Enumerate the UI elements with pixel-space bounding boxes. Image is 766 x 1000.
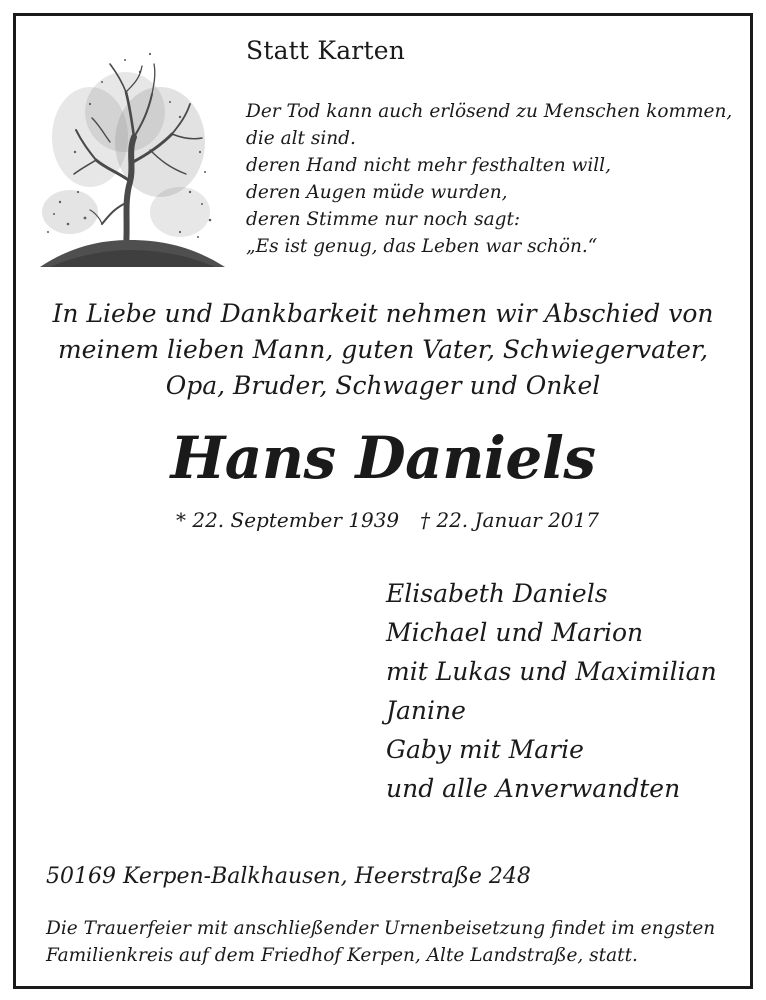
heading-statt-karten: Statt Karten bbox=[246, 36, 405, 65]
poem bbox=[246, 98, 732, 260]
death-date: † 22. Januar 2017 bbox=[420, 508, 599, 532]
poem-line: die alt sind. bbox=[246, 128, 356, 149]
poem-line: deren Hand nicht mehr festhalten will, bbox=[246, 155, 611, 176]
intro-line: Opa, Bruder, Schwager und Onkel bbox=[165, 371, 601, 400]
notice-line: Familienkreis auf dem Friedhof Kerpen, Alte Landstraße, statt. bbox=[46, 945, 638, 966]
poem-line: „Es ist genug, das Leben war schön.“ bbox=[246, 236, 598, 257]
family-address: 50169 Kerpen-Balkhausen, Heerstraße 248 bbox=[46, 864, 531, 889]
birth-date: * 22. September 1939 bbox=[176, 508, 400, 532]
deceased-name: Hans Daniels bbox=[170, 424, 596, 492]
poem-line: Der Tod kann auch erlösend zu Menschen kommen, bbox=[246, 101, 733, 122]
tree-icon bbox=[30, 42, 230, 267]
poem-line: deren Stimme nur noch sagt: bbox=[246, 209, 521, 230]
intro-line: meinem lieben Mann, guten Vater, Schwiegervater, bbox=[57, 335, 709, 364]
farewell-intro bbox=[0, 296, 766, 404]
poem-line: deren Augen müde wurden, bbox=[246, 182, 508, 203]
family-member: Elisabeth Daniels bbox=[386, 579, 608, 608]
family-member: Janine bbox=[386, 696, 466, 725]
family-list bbox=[386, 574, 717, 808]
family-member: und alle Anverwandten bbox=[386, 774, 681, 803]
family-member: mit Lukas und Maximilian bbox=[386, 657, 717, 686]
intro-line: In Liebe und Dankbarkeit nehmen wir Abschied von bbox=[52, 299, 714, 328]
funeral-notice bbox=[46, 915, 715, 969]
family-member: Gaby mit Marie bbox=[386, 735, 584, 764]
notice-line: Die Trauerfeier mit anschließender Urnenbeisetzung findet im engsten bbox=[46, 918, 716, 939]
family-member: Michael und Marion bbox=[386, 618, 644, 647]
